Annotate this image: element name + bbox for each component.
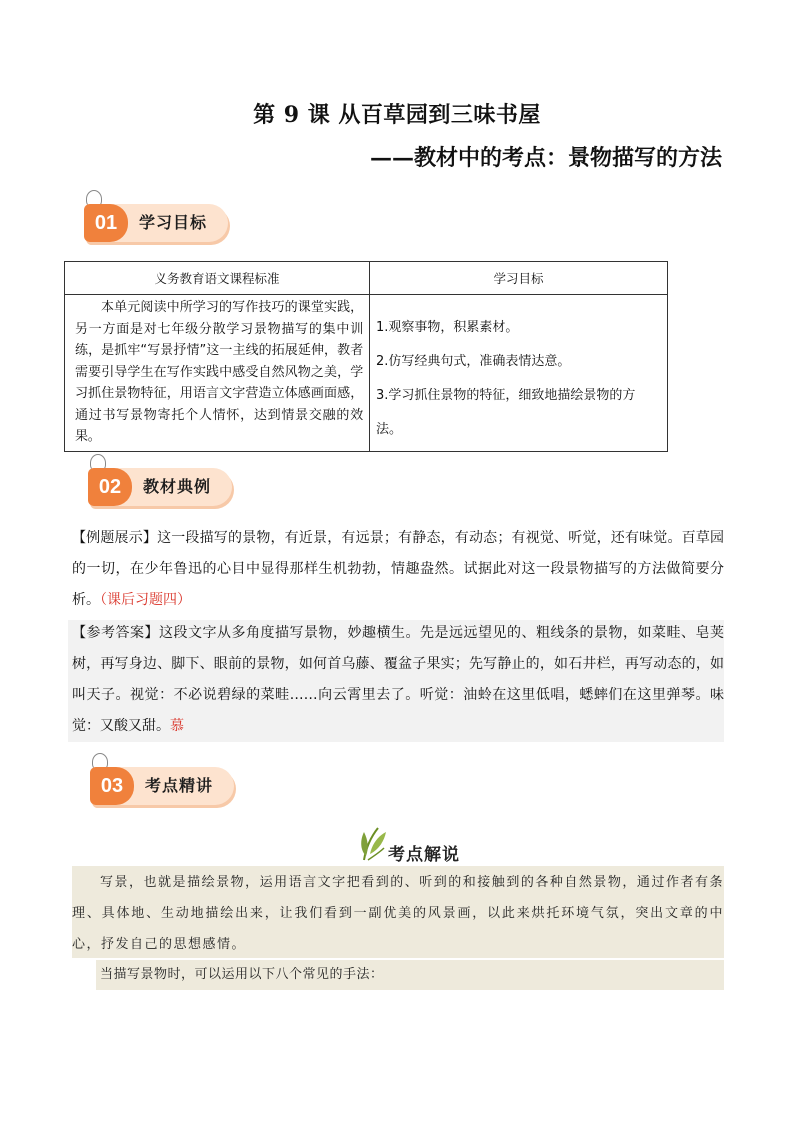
table-header-objectives: 学习目标: [370, 262, 668, 295]
kaodian-paragraph: 写景，也就是描绘景物，运用语言文字把看到的、听到的和接触到的各种自然景物，通过作者有条理、具体地、生动地描绘出来，让我们看到一副优美的风景画，以此来烘托环境气氛，突出文章的中心，抒发自己的思想感情。: [72, 875, 724, 952]
kaodian-title: 考点解说: [388, 845, 460, 865]
exercise-hint: （课后习题四）: [100, 592, 191, 608]
answer-mark: 慕: [170, 718, 184, 734]
answer-text: 这段文字从多角度描写景物，妙趣横生。先是远远望见的、粗线条的景物，如菜畦、皂荚树，再写身边、脚下、眼前的景物，如何首乌藤、覆盆子果实；先写静止的，如石井栏，再写动态的，如叫天子。视觉：不必说碧绿的菜畦……向云霄里去了。听觉：油蛉在这里低唱，蟋蟀们在这里弹琴。味觉：又酸又甜。: [72, 625, 724, 734]
section-number: 02: [88, 468, 132, 506]
section-label: 学习目标: [139, 213, 208, 232]
answer-paragraph: [72, 618, 724, 742]
table-header-standard: 义务教育语文课程标准: [65, 262, 370, 295]
section-label: 考点精讲: [145, 776, 214, 795]
lesson-subtitle: ——教材中的考点：景物描写的方法: [369, 145, 722, 171]
table-row: [65, 295, 668, 452]
section-badge-02: [86, 466, 246, 512]
objective-item: 1.观察事物，积累素材。: [376, 320, 519, 335]
objective-item: 3.学习抓住景物的特征，细致地描绘景物的方法。: [376, 388, 636, 437]
section-number: 01: [84, 204, 128, 242]
section-badge-03: [88, 765, 248, 811]
kaodian-heading: [358, 826, 478, 866]
objectives-cell: [370, 295, 668, 452]
curriculum-standard-cell: 本单元阅读中所学习的写作技巧的课堂实践，另一方面是对七年级分散学习景物描写的集中训练，是抓牢“写景抒情”这一主线的拓展延伸，教者需要引导学生在写作实践中感受自然风物之美，学习抓住景物特征，用语言文字营造立体感画面感，通过书写景物寄托个人情怀，达到情景交融的效果。: [65, 295, 370, 452]
learning-goals-table: [64, 261, 668, 452]
example-paragraph: [72, 523, 724, 616]
objective-item: 2.仿写经典句式，准确表情达意。: [376, 354, 571, 369]
leaf-icon: [358, 826, 388, 862]
example-text: 这一段描写的景物，有近景，有远景；有静态，有动态；有视觉、听觉，还有味觉。百草园的一切，在少年鲁迅的心目中显得那样生机勃勃，情趣盎然。试据此对这一段景物描写的方法做简要分析。: [72, 530, 725, 608]
section-badge-01: [82, 202, 242, 248]
section-number: 03: [90, 767, 134, 805]
answer-tag: 【参考答案】: [72, 625, 159, 641]
section-label: 教材典例: [143, 477, 212, 496]
example-tag: 【例题展示】: [72, 530, 158, 546]
table-header-row: [65, 262, 668, 295]
kaodian-intro-line: 当描写景物时，可以运用以下八个常见的手法：: [100, 967, 384, 982]
lesson-title: 第 9 课 从百草园到三味书屋: [253, 102, 541, 128]
